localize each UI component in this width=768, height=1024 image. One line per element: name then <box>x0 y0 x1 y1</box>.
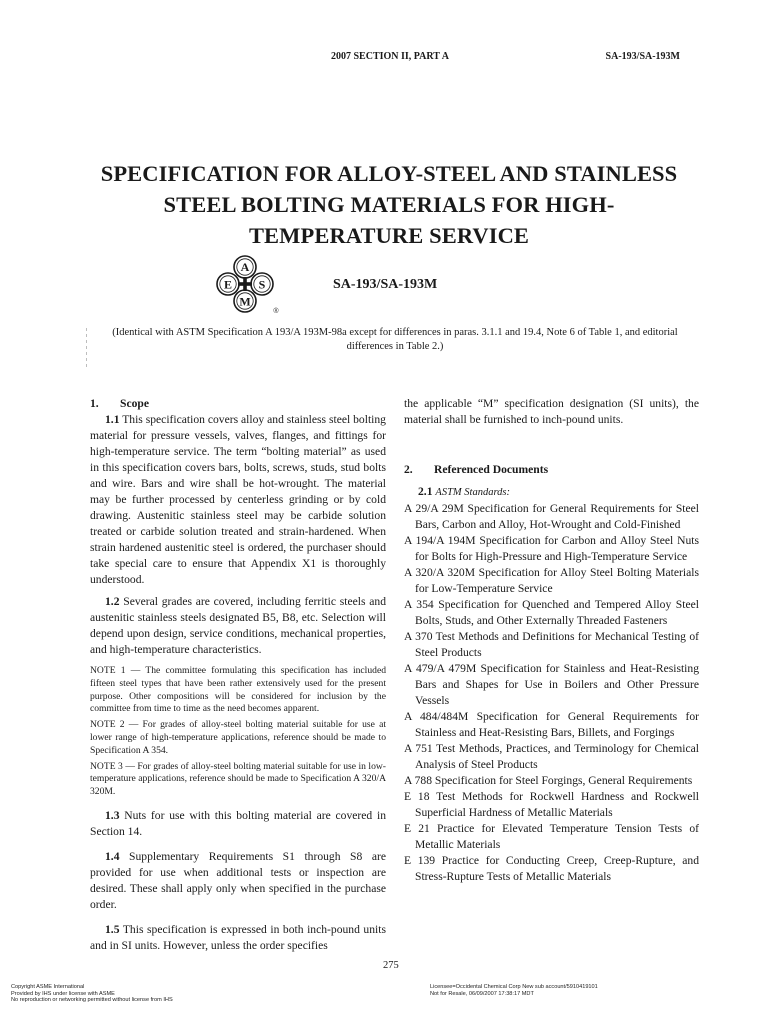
reference-item: A 484/484M Specification for General Requirements for Stainless and Heat-Resisting Bars, Billets, and Forgings <box>404 710 699 739</box>
paragraph-1-5: 1.5 This specification is expressed in both inch-pound units and in SI units. However, unless the order specifies <box>90 922 386 952</box>
reference-item: A 479/A 479M Specification for Stainless and Heat-Resisting Bars and Shapes for Use in Boilers and Other Pressure Vessels <box>404 662 699 707</box>
paragraph-1-5-continued: the applicable “M” specification designation (SI units), the material shall be furnished to inch-pound units. <box>404 397 699 426</box>
reference-item: A 194/A 194M Specification for Carbon and Alloy Steel Nuts for Bolts for High-Pressure and High-Temperature Service <box>404 534 699 563</box>
title-line: SPECIFICATION FOR ALLOY-STEEL AND STAINLESS <box>100 161 678 186</box>
page-number: 275 <box>383 960 399 971</box>
paragraph-1-3: 1.3 Nuts for use with this bolting material are covered in Section 14. <box>90 808 387 838</box>
right-column <box>404 396 699 885</box>
reference-item: E 139 Practice for Conducting Creep, Creep-Rupture, and Stress-Rupture Tests of Metallic Materials <box>404 854 699 883</box>
title-line: TEMPERATURE SERVICE <box>248 223 530 248</box>
emblem-letter-a: A <box>240 260 250 274</box>
reference-item: E 21 Practice for Elevated Temperature Tension Tests of Metallic Materials <box>404 822 699 851</box>
margin-marks <box>86 328 88 372</box>
running-header-left: 2007 SECTION II, PART A <box>331 51 449 62</box>
footer-license <box>430 984 598 997</box>
left-column <box>90 396 386 954</box>
note-2: NOTE 2 — For grades of alloy-steel bolting material suitable for use at lower range of high-temperature applications, reference should be made to Specification A 354. <box>90 719 386 756</box>
reference-item: E 18 Test Methods for Rockwell Hardness and Rockwell Superficial Hardness of Metallic Materials <box>404 790 699 819</box>
emblem-letter-m: M <box>239 294 251 309</box>
footer-line: No reproduction or networking permitted without license from IHS <box>11 997 173 1004</box>
footer-line: Copyright ASME International <box>11 984 85 990</box>
section-heading-referenced-documents: 2. Referenced Documents <box>404 463 549 476</box>
designation: SA-193/SA-193M <box>333 277 438 292</box>
paragraph-1-2: 1.2 Several grades are covered, including ferritic steels and austenitic stainless steels designated B5, B8, etc. Selection will depend upon design, service conditions, mechanical properties, and high-temperature characteristics. <box>90 595 386 656</box>
document-title <box>90 158 688 251</box>
section-heading-scope: 1. Scope <box>90 397 149 410</box>
reference-item: A 370 Test Methods and Definitions for Mechanical Testing of Steel Products <box>404 630 699 659</box>
emblem-letter-s: S <box>258 277 266 292</box>
subsection-2-1: 2.1 ASTM Standards: <box>418 485 510 498</box>
paragraph-1-4: 1.4 Supplementary Requirements S1 through S8 are provided for use when additional tests or inspection are desired. These shall apply only when specified in the purchase order. <box>90 849 386 911</box>
emblem-letter-e: E <box>223 277 233 292</box>
reference-item: A 788 Specification for Steel Forgings, General Requirements <box>404 774 693 787</box>
paragraph-1-1: 1.1 This specification covers alloy and stainless steel bolting material for pressure vessels, valves, flanges, and fittings for high-temperature service. The term “bolting material” as used in this specification covers bars, bolts, screws, studs, stud bolts and wire. Bars and wire shall be hot-wrought. The material may be further processed by centerless grinding or by cold drawing. Austenitic stainless steel may be carbide solution treated or carbide solution treated and strain-hardened. When strain hardened austenitic steel is ordered, the purchaser should take special care to ensure that Appendix X1 is thoroughly understood. <box>90 413 386 586</box>
reference-item: A 354 Specification for Quenched and Tempered Alloy Steel Bolts, Studs, and Other Externally Threaded Fasteners <box>404 598 699 627</box>
asme-emblem-icon <box>210 253 280 315</box>
registered-mark: ® <box>273 308 279 315</box>
footer-copyright <box>11 984 173 1004</box>
footer-line: Provided by IHS under license with ASME <box>11 990 115 997</box>
footer-line: Not for Resale, 06/09/2007 17:38:17 MDT <box>430 990 534 997</box>
reference-item: A 29/A 29M Specification for General Requirements for Steel Bars, Carbon and Alloy, Hot-Wrought and Cold-Finished <box>404 502 699 531</box>
note-1: NOTE 1 — The committee formulating this specification has included fifteen steel types that have been rather extensively used for the present purpose. Other compositions will be considered for inclusion by the committee from time to time as the need becomes apparent. <box>90 665 386 715</box>
identical-with-note: (Identical with ASTM Specification A 193/A 193M-98a except for differences in paras. 3.1.1 and 19.4, Note 6 of Table 1, and editorial differences in Table 2.) <box>112 327 678 352</box>
running-header-right: SA-193/SA-193M <box>605 51 680 62</box>
note-3: NOTE 3 — For grades of alloy-steel bolting material suitable for use in low-temperature applications, reference should be made to Specification A 320/A 320M. <box>90 760 386 798</box>
reference-item: A 751 Test Methods, Practices, and Terminology for Chemical Analysis of Steel Products <box>404 742 699 771</box>
reference-item: A 320/A 320M Specification for Alloy Steel Bolting Materials for Low-Temperature Service <box>404 566 699 595</box>
footer-line: Licensee=Occidental Chemical Corp New sub account/5910419101 <box>430 984 598 990</box>
title-line: STEEL BOLTING MATERIALS FOR HIGH- <box>163 192 615 217</box>
